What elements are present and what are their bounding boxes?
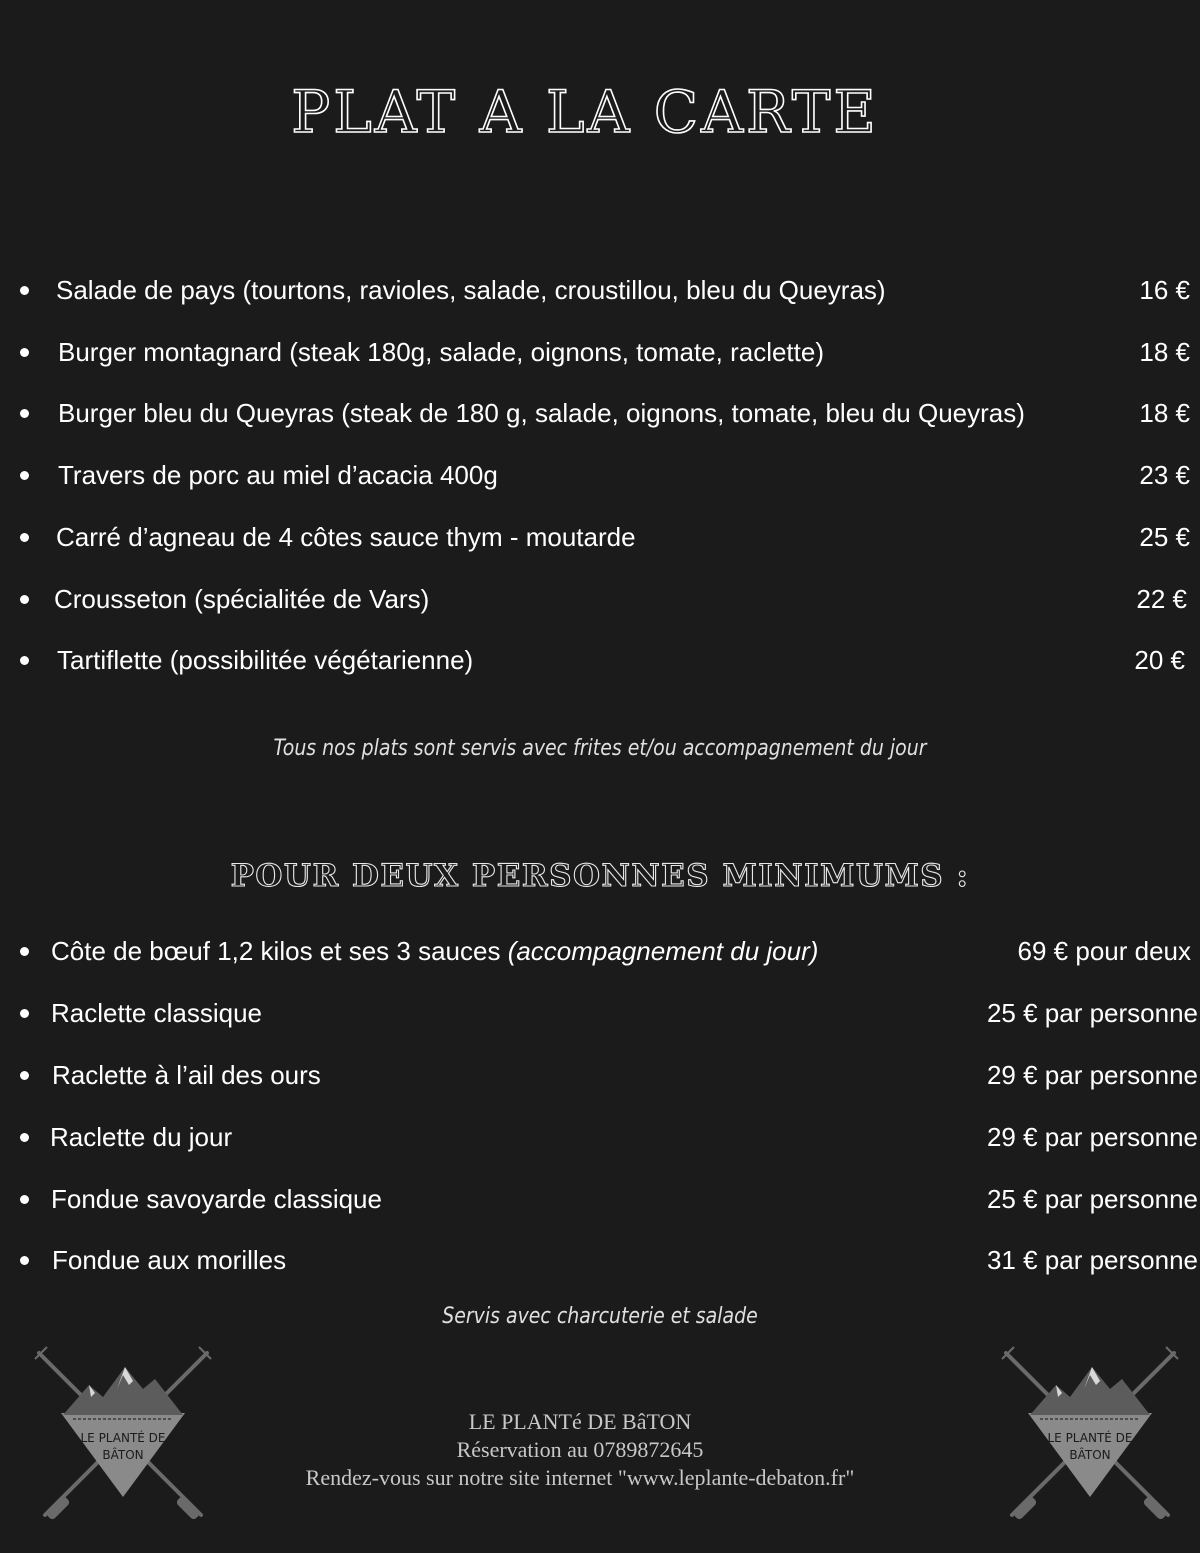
menu-item-price: 29 € par personne <box>986 1060 1198 1090</box>
menu-item-price: 18 € <box>1139 337 1190 367</box>
menu-item-name: Burger montagnard (steak 180g, salade, oignons, tomate, raclette) <box>58 337 824 367</box>
logo-text-line1: LE PLANTÉ DE <box>80 1431 166 1445</box>
menu-item-price: 31 € par personne <box>986 1245 1198 1275</box>
menu-item-price: 69 € pour deux <box>1017 936 1191 966</box>
menu-item-price: 25 € par personne <box>986 1184 1198 1214</box>
menu-item-price: 18 € <box>1139 398 1190 428</box>
logo-text-line2: BÂTON <box>102 1448 144 1462</box>
menu-item <box>0 1240 1200 1280</box>
bullet-icon <box>20 1256 29 1265</box>
menu-item-name: Tartiflette (possibilitée végétarienne) <box>57 645 474 675</box>
menu-item <box>0 931 1200 971</box>
menu-item <box>0 1117 1200 1157</box>
bullet-icon <box>20 1133 29 1142</box>
menu-item <box>0 270 1200 310</box>
menu-item <box>0 579 1200 619</box>
menu-item-price: 29 € par personne <box>986 1122 1198 1152</box>
bullet-icon <box>20 1195 29 1204</box>
footer-restaurant-name: LE PLANTé DE BâTON <box>468 1409 692 1434</box>
bullet-icon <box>20 409 29 418</box>
menu-item-price: 25 € <box>1139 522 1190 552</box>
menu-item-extra: (accompagnement du jour) <box>507 936 819 966</box>
menu-item-name-text: Côte de bœuf 1,2 kilos et ses 3 sauces <box>51 936 508 966</box>
menu-item-name: Fondue aux morilles <box>52 1245 287 1275</box>
bullet-icon <box>20 286 29 295</box>
section-title: POUR DEUX PERSONNES MINIMUMS : <box>230 858 970 894</box>
bullet-icon <box>20 1009 29 1018</box>
menu-item-price: 20 € <box>1134 645 1185 675</box>
menu-item <box>0 517 1200 557</box>
footer-website: Rendez-vous sur notre site internet "www.leplante-debaton.fr" <box>305 1465 855 1490</box>
bullet-icon <box>20 947 29 956</box>
menu-item-price: 16 € <box>1139 275 1190 305</box>
menu-item-name <box>51 931 818 971</box>
menu-item-name: Raclette classique <box>51 998 262 1028</box>
menu-item-name: Burger bleu du Queyras (steak de 180 g, salade, oignons, tomate, bleu du Queyras) <box>58 398 1025 428</box>
bullet-icon <box>20 348 29 357</box>
bullet-icon <box>20 471 29 480</box>
menu-item-name: Raclette à l’ail des ours <box>52 1060 321 1090</box>
menu-item <box>0 332 1200 372</box>
page-title: PLAT A LA CARTE <box>291 78 879 146</box>
footer <box>0 1408 1160 1492</box>
menu-item <box>0 1055 1200 1095</box>
menu-item-name: Fondue savoyarde classique <box>51 1184 382 1214</box>
menu-item <box>0 640 1200 680</box>
menu-item-price: 25 € par personne <box>986 998 1198 1028</box>
bullet-icon <box>20 595 29 604</box>
bullet-icon <box>20 656 29 665</box>
menu-item <box>0 393 1200 433</box>
menu-item-name: Raclette du jour <box>50 1122 233 1152</box>
menu-note: Tous nos plats sont servis avec frites et/ou accompagnement du jour <box>273 736 927 761</box>
menu2-note: Servis avec charcuterie et salade <box>442 1304 758 1329</box>
menu-item <box>0 1179 1200 1219</box>
menu-item <box>0 993 1200 1033</box>
menu-item-name: Salade de pays (tourtons, ravioles, salade, croustillou, bleu du Queyras) <box>56 275 886 305</box>
footer-reservation: Réservation au 0789872645 <box>456 1437 704 1462</box>
menu-item-name: Crousseton (spécialitée de Vars) <box>54 584 430 614</box>
menu-item-name: Carré d’agneau de 4 côtes sauce thym - moutarde <box>56 522 636 552</box>
bullet-icon <box>20 533 29 542</box>
menu-item-price: 22 € <box>1136 584 1187 614</box>
bullet-icon <box>20 1071 29 1080</box>
menu-item-price: 23 € <box>1139 460 1190 490</box>
menu-item <box>0 455 1200 495</box>
menu-item-name: Travers de porc au miel d’acacia 400g <box>58 460 498 490</box>
logo-text-line1: LE PLANTÉ DE <box>1047 1431 1133 1445</box>
logo-text-line2: BÂTON <box>1069 1448 1111 1462</box>
